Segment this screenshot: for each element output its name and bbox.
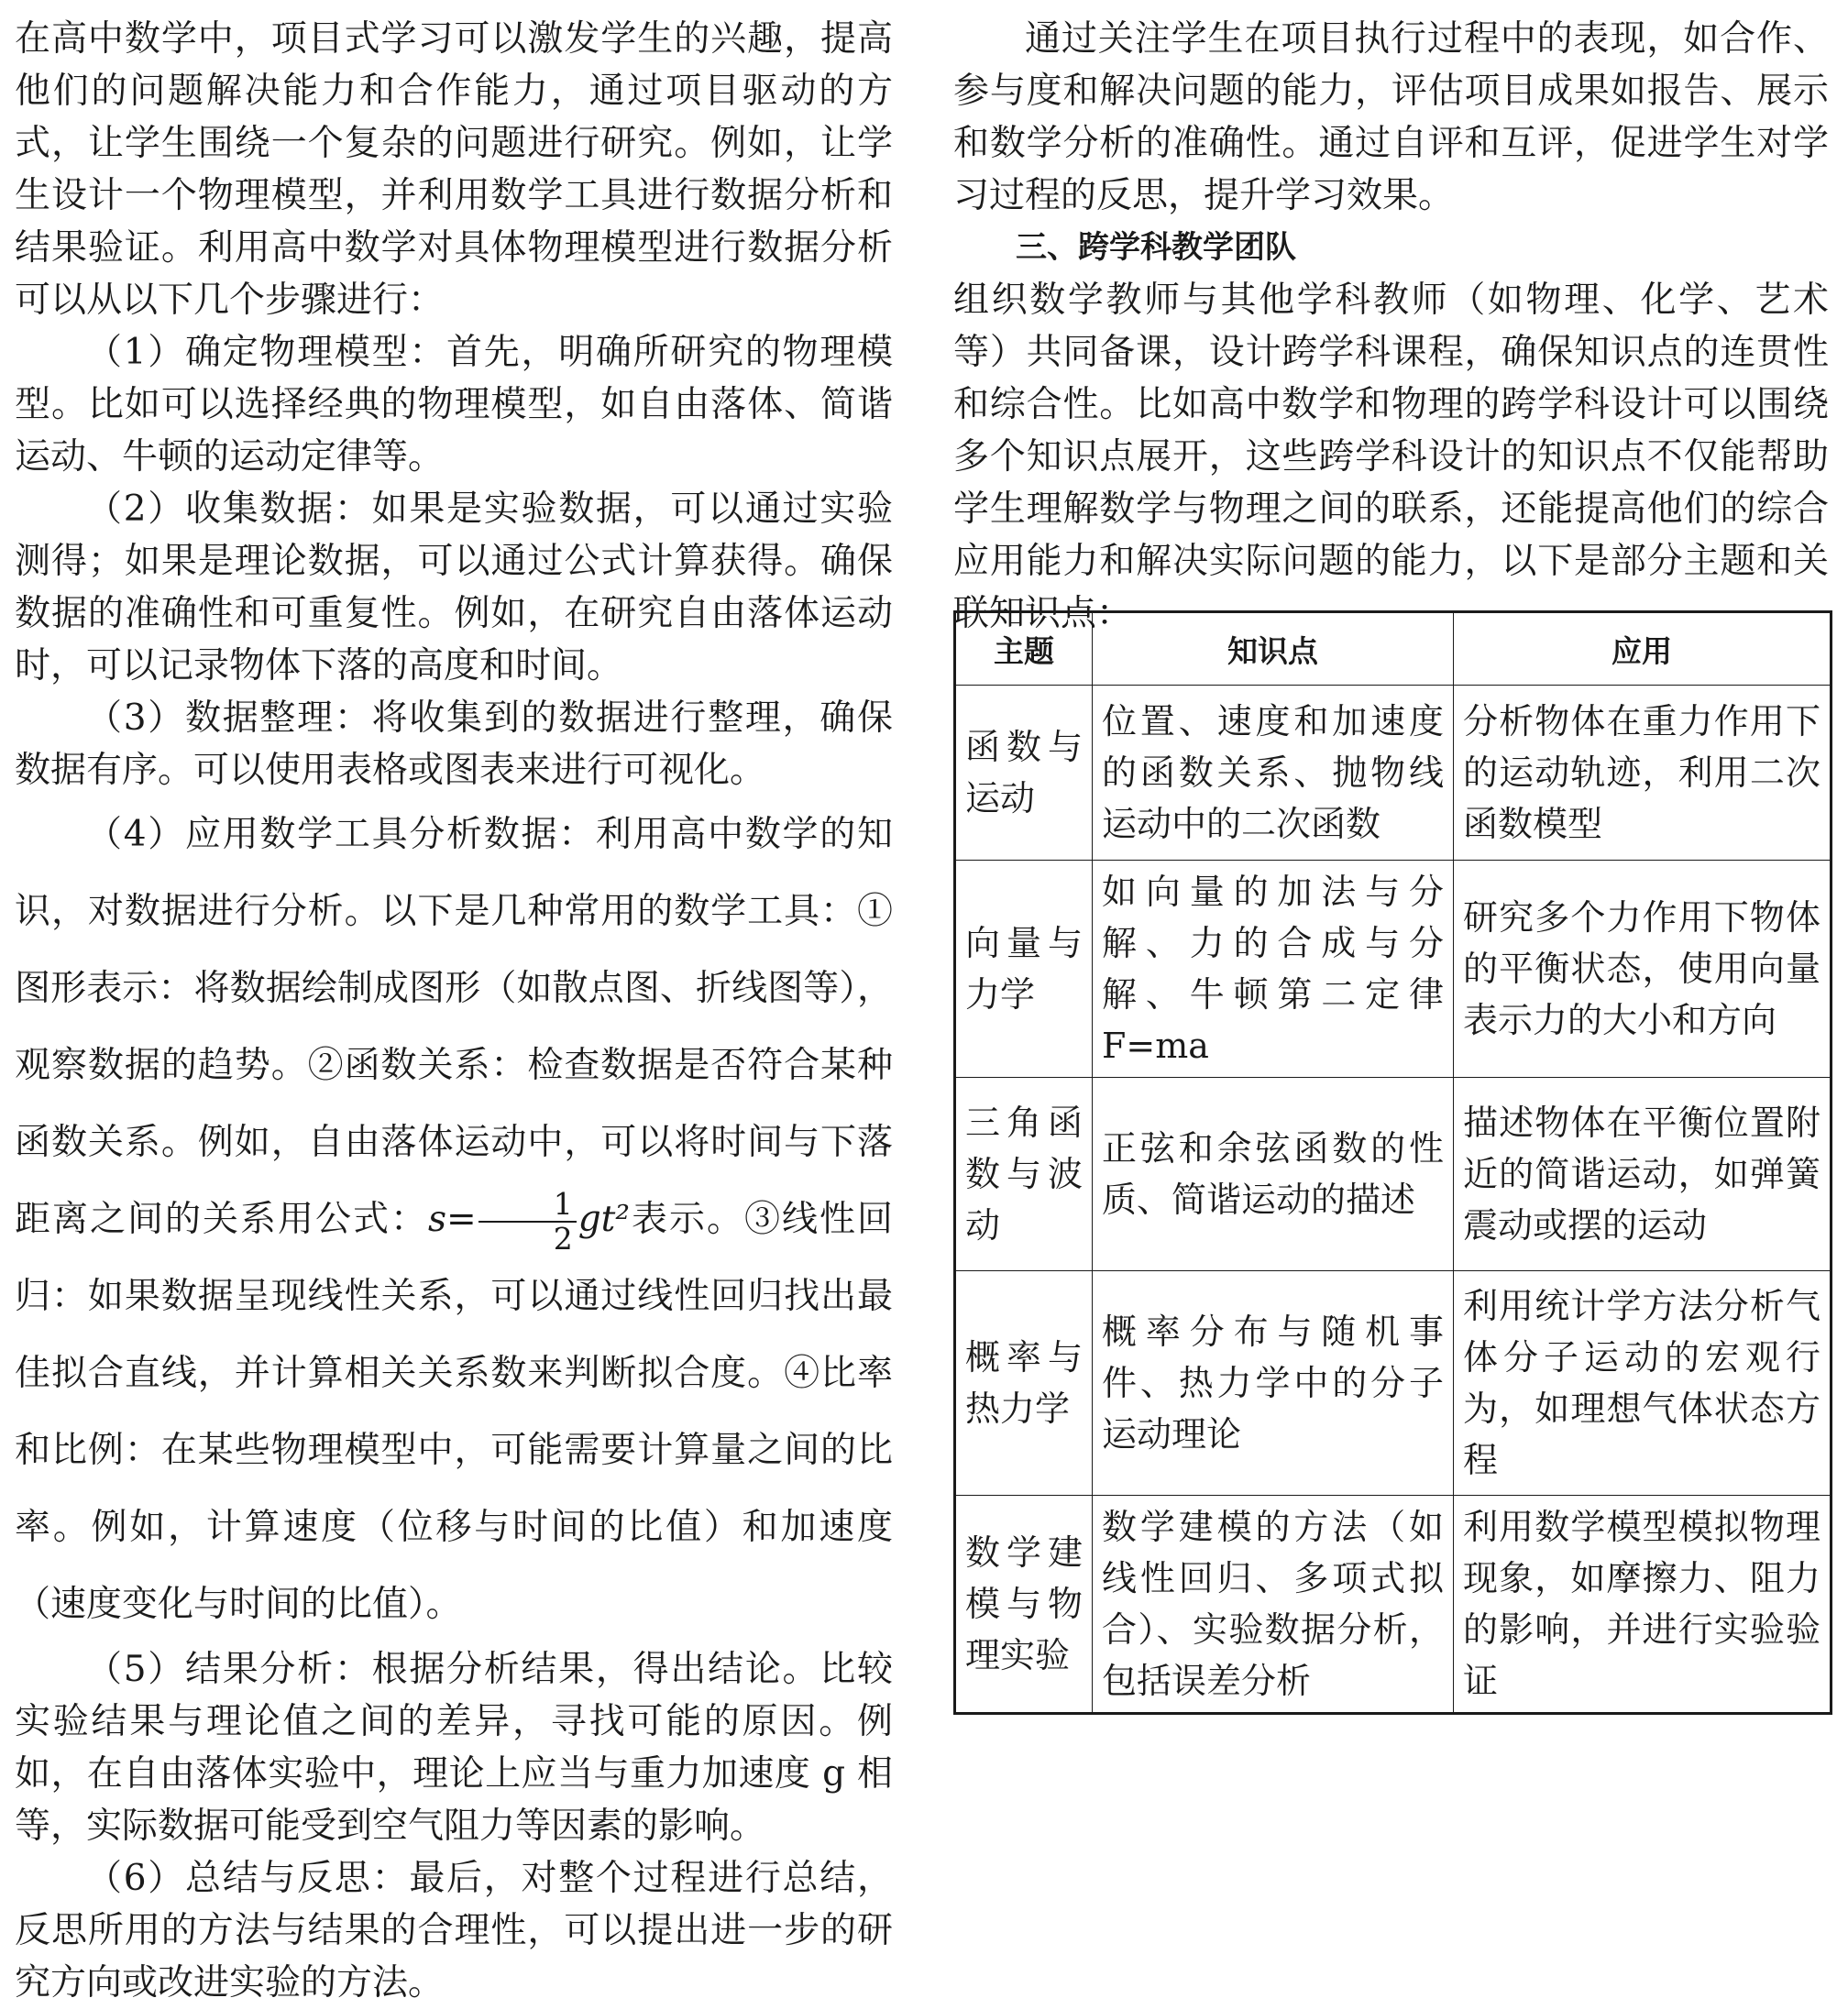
cell-knowledge: 数学建模的方法（如线性回归、多项式拟合）、实验数据分析，包括误差分析 — [1093, 1496, 1454, 1714]
right-column — [953, 13, 1829, 640]
cell-knowledge: 正弦和余弦函数的性质、简谐运动的描述 — [1093, 1078, 1454, 1271]
step-1-paragraph: （1）确定物理模型：首先，明确所研究的物理模型。比如可以选择经典的物理模型，如自由落体、简谐运动、牛顿的运动定律等。 — [15, 332, 893, 478]
topics-table-container — [953, 610, 1830, 1715]
table-row — [955, 1271, 1832, 1496]
cell-knowledge: 位置、速度和加速度的函数关系、抛物线运动中的二次函数 — [1093, 686, 1454, 861]
header-application: 应用 — [1454, 612, 1832, 686]
step-4-paragraph — [15, 796, 893, 1643]
step-4-text-before-formula: （4）应用数学工具分析数据：利用高中数学的知识，对数据进行分析。以下是几种常用的数学工具：①图形表示：将数据绘制成图形（如散点图、折线图等），观察数据的趋势。②函数关系：检查数据是否符合某种函数关系。例如，自由落体运动中，可以将时间与下落距离之间的关系用公式： — [15, 814, 893, 1240]
intro-paragraph: 在高中数学中，项目式学习可以激发学生的兴趣，提高他们的问题解决能力和合作能力，通过项目驱动的方式，让学生围绕一个复杂的问题进行研究。例如，让学生设计一个物理模型，并利用数学工具进行数据分析和结果验证。利用高中数学对具体物理模型进行数据分析可以从以下几个步骤进行： — [15, 18, 893, 321]
header-knowledge: 知识点 — [1093, 612, 1454, 686]
team-paragraph: 组织数学教师与其他学科教师（如物理、化学、艺术等）共同备课，设计跨学科课程，确保知识点的连贯性和综合性。比如高中数学和物理的跨学科设计可以围绕多个知识点展开，这些跨学科设计的知识点不仅能帮助学生理解数学与物理之间的联系，还能提高他们的综合应用能力和解决实际问题的能力，以下是部分主题和关联知识点： — [953, 280, 1829, 634]
cell-topic: 数学建模与物理实验 — [955, 1496, 1093, 1714]
cell-application: 研究多个力作用下物体的平衡状态，使用向量表示力的大小和方向 — [1454, 861, 1832, 1078]
section-heading: 三、跨学科教学团队 — [1016, 229, 1296, 266]
step-5-paragraph: （5）结果分析：根据分析结果，得出结论。比较实验结果与理论值之间的差异，寻找可能的原因。例如，在自由落体实验中，理论上应当与重力加速度 g 相等，实际数据可能受到空气阻力等因素的影响。 — [15, 1649, 893, 1847]
step-2-paragraph: （2）收集数据：如果是实验数据，可以通过实验测得；如果是理论数据，可以通过公式计算获得。确保数据的准确性和可重复性。例如，在研究自由落体运动时，可以记录物体下落的高度和时间。 — [15, 489, 893, 686]
step-6-paragraph: （6）总结与反思：最后，对整个过程进行总结，反思所用的方法与结果的合理性，可以提出进一步的研究方向或改进实验的方法。 — [15, 1858, 893, 2004]
topics-table — [953, 610, 1832, 1715]
step-4-text-after-formula: 表示。③线性回归：如果数据呈现线性关系，可以通过线性回归找出最佳拟合直线，并计算相关关系数来判断拟合度。④比率和比例：在某些物理模型中，可能需要计算量之间的比率。例如，计算速度（位移与时间的比值）和加速度（速度变化与时间的比值）。 — [15, 1199, 893, 1625]
step-3-paragraph: （3）数据整理：将收集到的数据进行整理，确保数据有序。可以使用表格或图表来进行可视化。 — [15, 697, 893, 791]
table-row — [955, 1078, 1832, 1271]
cell-topic: 三角函数与波动 — [955, 1078, 1093, 1271]
formula-fraction — [478, 1188, 577, 1256]
formula-denominator: 2 — [553, 1221, 573, 1257]
left-column — [15, 13, 893, 2009]
table-row — [955, 686, 1832, 861]
cell-application: 描述物体在平衡位置附近的简谐运动，如弹簧震动或摆的运动 — [1454, 1078, 1832, 1271]
cell-knowledge: 概率分布与随机事件、热力学中的分子运动理论 — [1093, 1271, 1454, 1496]
cell-topic: 函数与运动 — [955, 686, 1093, 861]
evaluation-paragraph: 通过关注学生在项目执行过程中的表现，如合作、参与度和解决问题的能力，评估项目成果如报告、展示和数学分析的准确性。通过自评和互评，促进学生对学习过程的反思，提升学习效果。 — [953, 18, 1829, 216]
cell-topic: 向量与力学 — [955, 861, 1093, 1078]
table-header-row — [955, 612, 1832, 686]
cell-application: 分析物体在重力作用下的运动轨迹，利用二次函数模型 — [1454, 686, 1832, 861]
formula-numerator: 1 — [478, 1188, 577, 1223]
header-topic: 主题 — [955, 612, 1093, 686]
cell-application: 利用统计学方法分析气体分子运动的宏观行为，如理想气体状态方程 — [1454, 1271, 1832, 1496]
table-row — [955, 861, 1832, 1078]
formula-rhs: gt² — [578, 1199, 630, 1240]
table-row — [955, 1496, 1832, 1714]
cell-topic: 概率与热力学 — [955, 1271, 1093, 1496]
formula-lhs: s= — [428, 1199, 477, 1240]
cell-knowledge: 如向量的加法与分解、力的合成与分解、牛顿第二定律 F=ma — [1093, 861, 1454, 1078]
cell-application: 利用数学模型模拟物理现象，如摩擦力、阻力的影响，并进行实验验证 — [1454, 1496, 1832, 1714]
